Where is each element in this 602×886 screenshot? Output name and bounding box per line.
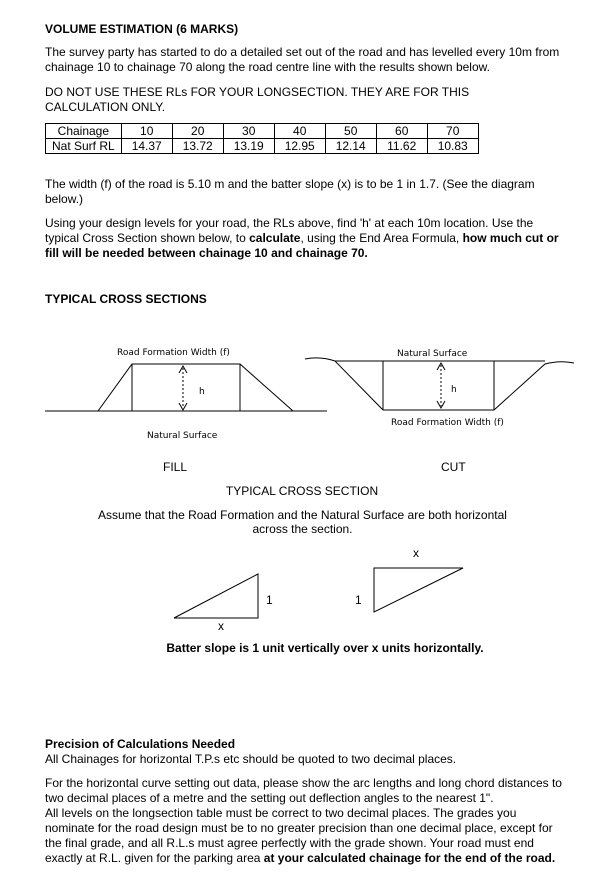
- chainage-cell: 50: [325, 124, 376, 139]
- precision-para-2-bold: at your calculated chainage for the end of the road.: [263, 851, 556, 865]
- right-triangle-x-label: x: [413, 546, 419, 560]
- rl-cell: 12.95: [274, 139, 325, 154]
- instruction-text-2: , using the End Area Formula,: [300, 231, 463, 245]
- left-batter-triangle: [174, 574, 258, 618]
- batter-triangles: [174, 568, 463, 618]
- width-paragraph: The width (f) of the road is 5.10 m and the batter slope (x) is to be 1 in 1.7. (See the diagram below.): [45, 177, 535, 206]
- rl-cell: 11.62: [376, 139, 427, 154]
- fill-caption: FILL: [163, 460, 188, 474]
- instruction-text-1: Using your design levels for your road, the RLs above, find 'h' at each 10m location. Use the typical Cross Section shown below, to: [45, 216, 534, 245]
- precision-para-2-text: All levels on the longsection table must be correct to two decimal places. The grades you nominate for the road design must be to no greater precision than one decimal place, except for the final grade, and all R.L.s must agree perfectly with the grade shown. Your road must end exactly at R.L. given for the parking area: [45, 806, 553, 865]
- batter-slope-note: Batter slope is 1 unit vertically over x units horizontally.: [166, 641, 484, 655]
- chainage-cell: 70: [427, 124, 478, 139]
- cut-width-label: Road Formation Width (f): [391, 418, 504, 428]
- assumption-note: Assume that the Road Formation and the Natural Surface are both horizontal across the section.: [98, 508, 507, 536]
- precision-para-2: [45, 806, 565, 866]
- rl-cell: 13.19: [223, 139, 274, 154]
- right-batter-triangle: [374, 568, 463, 612]
- chainage-cell: 60: [376, 124, 427, 139]
- cut-surface-label: Natural Surface: [397, 349, 468, 359]
- chainage-cell: 10: [121, 124, 172, 139]
- chainage-cell: 40: [274, 124, 325, 139]
- chainage-cell: 30: [223, 124, 274, 139]
- rl-cell: 12.14: [325, 139, 376, 154]
- precision-line-1: All Chainages for horizontal T.P.s etc should be quoted to two decimal places.: [45, 752, 457, 766]
- chainage-label: Chainage: [46, 124, 122, 139]
- intro-paragraph: The survey party has started to do a detailed set out of the road and has levelled every 10m from chainage 10 to chainage 70 along the road centre line with the results shown below.: [45, 45, 560, 74]
- section-heading: TYPICAL CROSS SECTIONS: [45, 292, 207, 306]
- rl-cell: 10.83: [427, 139, 478, 154]
- rl-label: Nat Surf RL: [46, 139, 122, 154]
- right-triangle-1-label: 1: [355, 593, 362, 607]
- precision-heading: Precision of Calculations Needed: [45, 737, 236, 751]
- cut-h-label: h: [451, 385, 457, 395]
- cut-section: [305, 358, 574, 410]
- instruction-bold-1: calculate: [249, 231, 301, 245]
- instruction-bold-2: how much cut or fill will be needed between chainage 10 and chainage 70.: [45, 231, 559, 260]
- fill-width-label: Road Formation Width (f): [117, 348, 230, 358]
- chainage-cell: 20: [172, 124, 223, 139]
- fill-surface-label: Natural Surface: [147, 431, 218, 441]
- cut-caption: CUT: [441, 460, 466, 474]
- left-triangle-1-label: 1: [266, 593, 273, 607]
- rl-cell: 14.37: [121, 139, 172, 154]
- page-heading: VOLUME ESTIMATION (6 MARKS): [45, 22, 239, 36]
- cross-section-caption: TYPICAL CROSS SECTION: [225, 484, 379, 498]
- rl-cell: 13.72: [172, 139, 223, 154]
- precision-para-1: For the horizontal curve setting out data, please show the arc lengths and long chord distances to two decimal places of a metre and the setting out deflection angles to the nearest 1".: [45, 776, 562, 805]
- fill-h-label: h: [199, 387, 205, 397]
- fill-section: [45, 364, 327, 411]
- warning-paragraph: DO NOT USE THESE RLs FOR YOUR LONGSECTION. THEY ARE FOR THIS CALCULATION ONLY.: [45, 85, 470, 114]
- left-triangle-x-label: x: [218, 619, 224, 633]
